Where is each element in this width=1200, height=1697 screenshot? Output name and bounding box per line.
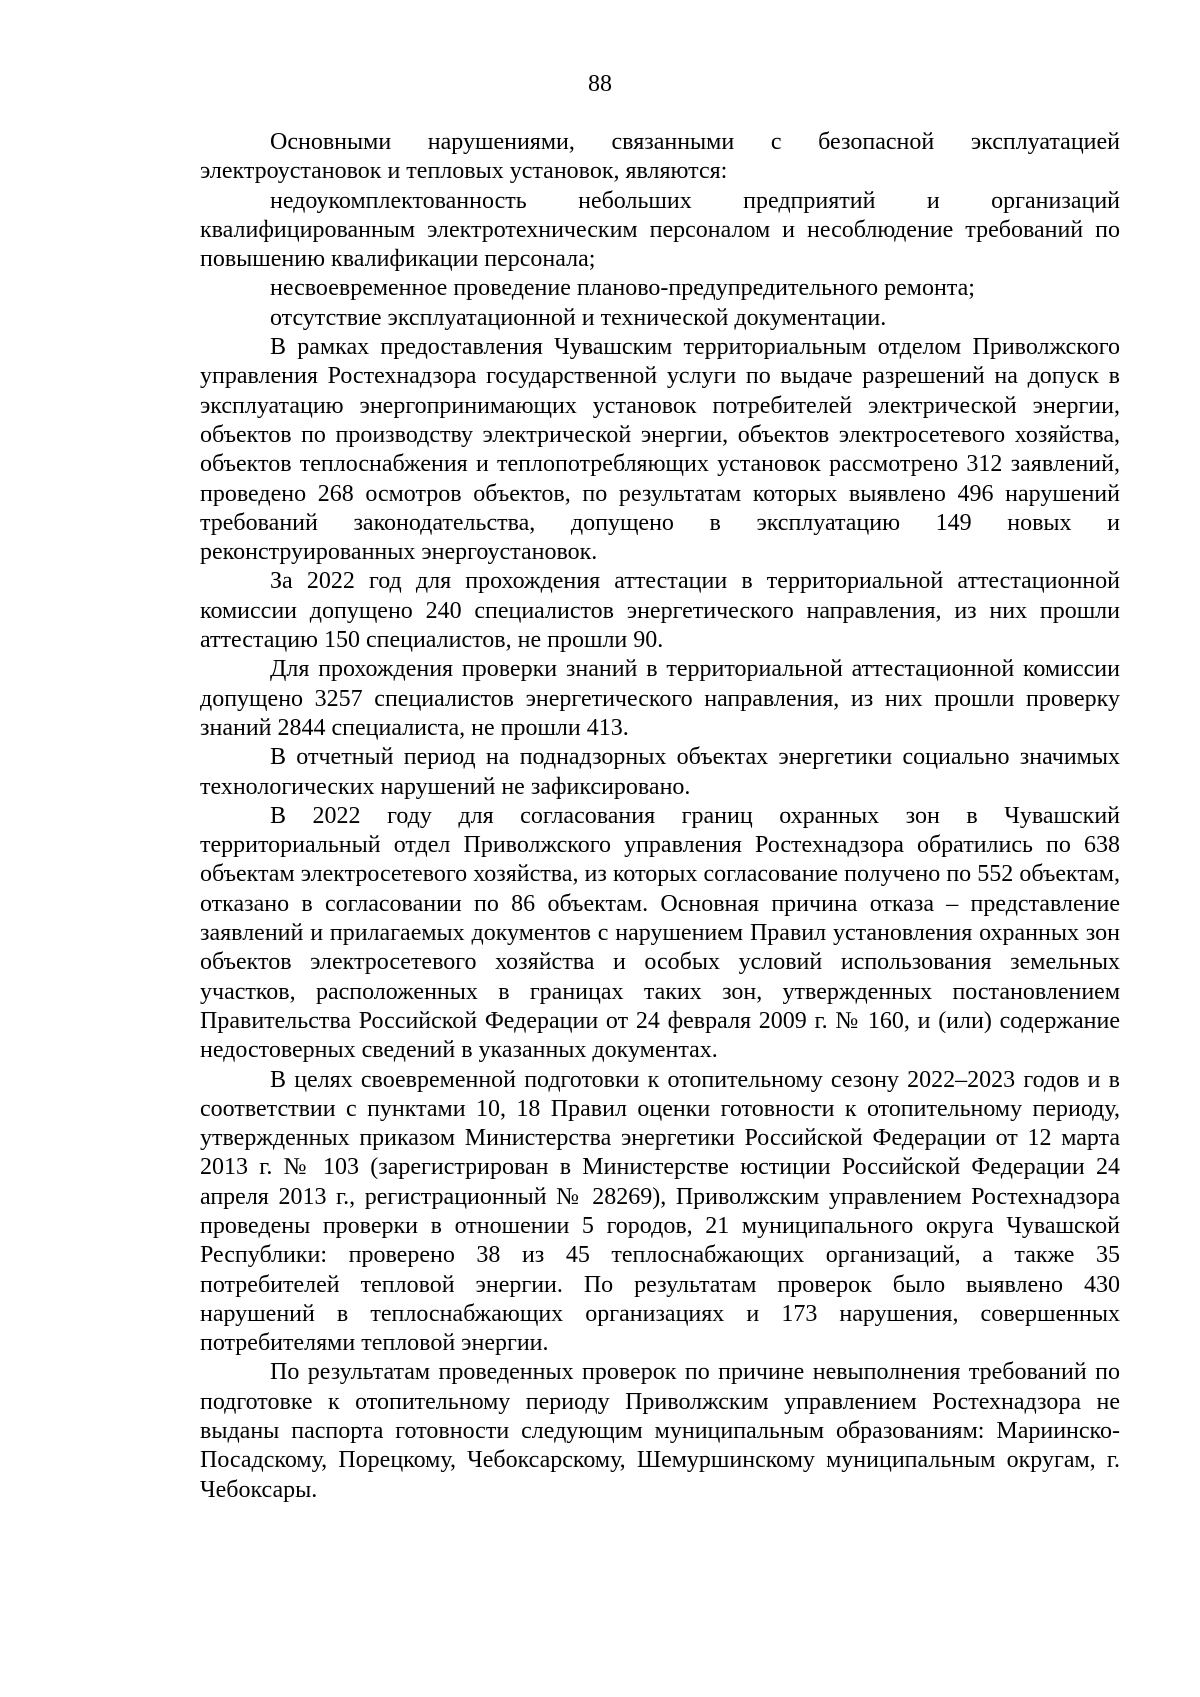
page-number: 88 (588, 71, 612, 97)
paragraph-security-zones: В 2022 году для согласования границ охранных зон в Чувашский территориальный отдел Приволжского управления Ростехнадзора обратились по 638 объектам электросетевого хозяйства, из которых согласование получено по 552 объектам, отказано в согласовании по 86 объектам. Основная причина отказа – представление заявлений и прилагаемых документов с нарушением Правил установления охранных зон объектов электросетевого хозяйства и особых условий использования земельных участков, расположенных в границах таких зон, утвержденных постановлением Правительства Российской Федерации от 24 февраля 2009 г. № 160, и (или) содержание недостоверных сведений в указанных документах. (200, 802, 1120, 1064)
paragraph-staffing-shortage: недоукомплектованность небольших предприятий и организаций квалифицированным электротехническим персоналом и несоблюдение требований по повышению квалификации персонала; (200, 187, 1120, 273)
paragraph-documentation: отсутствие эксплуатационной и технической документации. (270, 304, 887, 331)
body-text (200, 128, 1120, 1505)
paragraph-maintenance: несвоевременное проведение планово-предупредительного ремонта; (270, 275, 975, 302)
paragraph-violations-intro: Основными нарушениями, связанными с безопасной эксплуатацией электроустановок и тепловых установок, являются: (200, 129, 1120, 185)
paragraph-heating-season: В целях своевременной подготовки к отопительному сезону 2022–2023 годов и в соответствии с пунктами 10, 18 Правил оценки готовности к отопительному периоду, утвержденных приказом Министерства энергетики Российской Федерации от 12 марта 2013 г. № 103 (зарегистрирован в Министерстве юстиции Российской Федерации 24 апреля 2013 г., регистрационный № 28269), Приволжским управлением Ростехнадзора проведены проверки в отношении 5 городов, 21 муниципального округа Чувашской Республики: проверено 38 из 45 теплоснабжающих организаций, а также 35 потребителей тепловой энергии. По результатам проверок было выявлено 430 нарушений в теплоснабжающих организациях и 173 нарушения, совершенных потребителями тепловой энергии. (200, 1066, 1120, 1357)
paragraph-certification: За 2022 год для прохождения аттестации в территориальной аттестационной комиссии допущено 240 специалистов энергетического направления, из них прошли аттестацию 150 специалистов, не прошли 90. (200, 568, 1120, 654)
paragraph-knowledge-check: Для прохождения проверки знаний в территориальной аттестационной комиссии допущено 3257 специалистов энергетического направления, из них прошли проверку знаний 2844 специалиста, не прошли 413. (200, 656, 1120, 741)
paragraph-readiness-passports: По результатам проведенных проверок по причине невыполнения требований по подготовке к отопительному периоду Приволжским управлением Ростехнадзора не выданы паспорта готовности следующим муниципальным образованиям: Мариинско-Посадскому, Порецкому, Чебоксарскому, Шемуршинскому муниципальным округам, г. Чебоксары. (200, 1359, 1120, 1503)
paragraph-no-violations: В отчетный период на поднадзорных объектах энергетики социально значимых технологических нарушений не зафиксировано. (200, 744, 1120, 800)
paragraph-permits: В рамках предоставления Чувашским территориальным отделом Приволжского управления Ростехнадзора государственной услуги по выдаче разрешений на допуск в эксплуатацию энергопринимающих установок потребителей электрической энергии, объектов по производству электрической энергии, объектов электросетевого хозяйства, объектов теплоснабжения и теплопотребляющих установок рассмотрено 312 заявлений, проведено 268 осмотров объектов, по результатам которых выявлено 496 нарушений требований законодательства, допущено в эксплуатацию 149 новых и реконструированных энергоустановок. (200, 334, 1120, 566)
